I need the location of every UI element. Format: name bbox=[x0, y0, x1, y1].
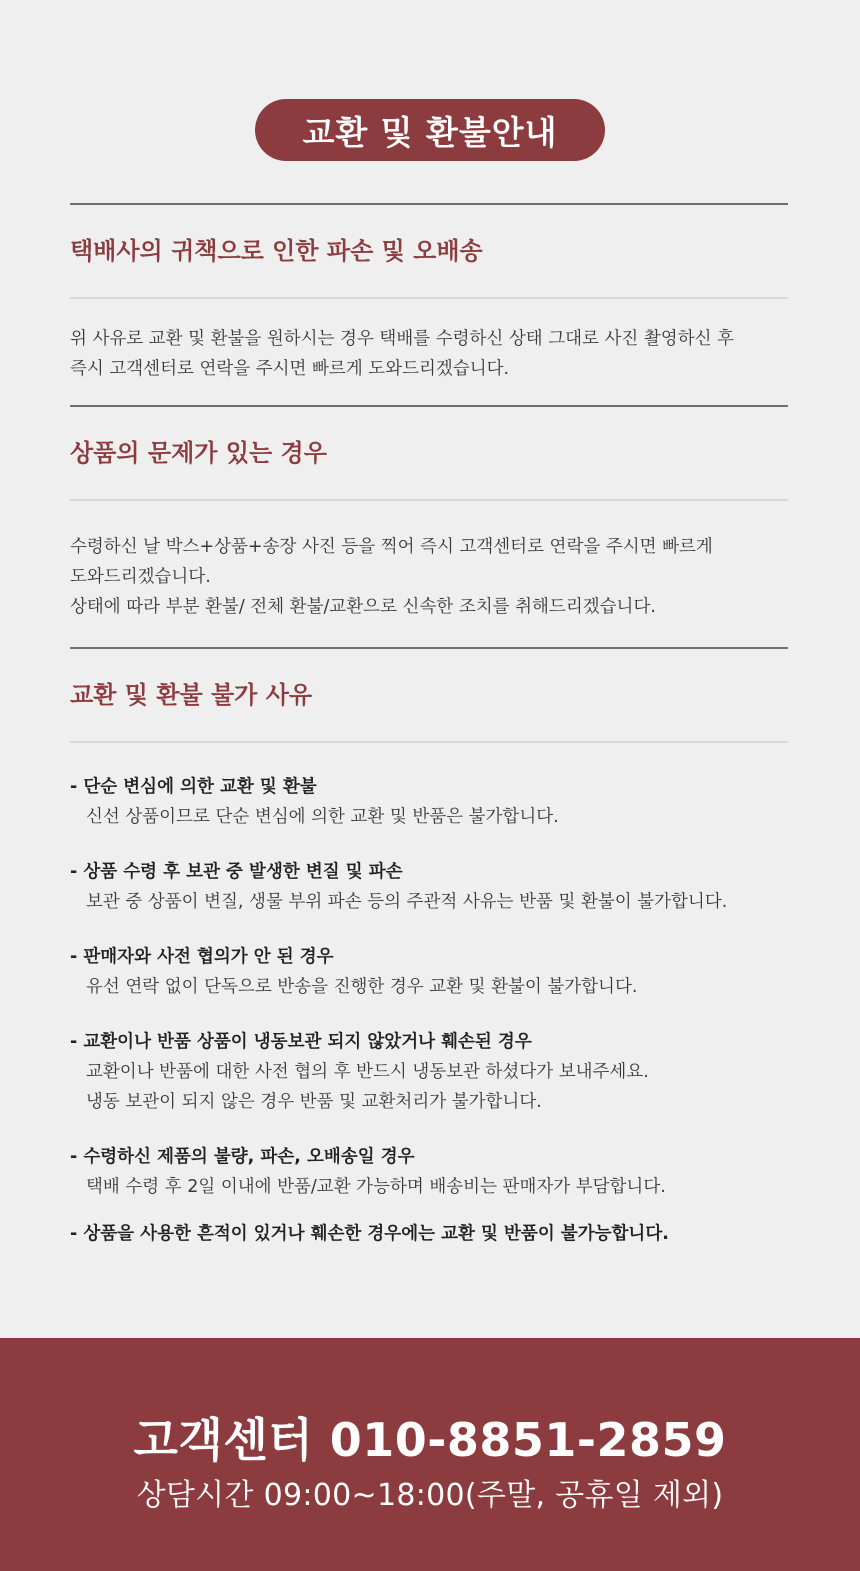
reason-detail: 보관 중 상품이 변질, 생물 부위 파손 등의 주관적 사유는 반품 및 환불이 불가합니다. bbox=[86, 892, 728, 912]
body-line: 상태에 따라 부분 환불/ 전체 환불/교환으로 신속한 조치를 취해드리겠습니다. bbox=[70, 597, 656, 617]
section-heading-courier-damage: 택배사의 귀책으로 인한 파손 및 오배송 bbox=[70, 237, 483, 265]
reason-item bbox=[70, 942, 788, 1002]
reason-heading: - 수령하신 제품의 불량, 파손, 오배송일 경우 bbox=[70, 1147, 415, 1167]
reason-heading: - 상품 수령 후 보관 중 발생한 변질 및 파손 bbox=[70, 862, 403, 882]
body-line: 도와드리겠습니다. bbox=[70, 567, 211, 587]
section-heading-non-refundable: 교환 및 환불 불가 사유 bbox=[70, 681, 313, 709]
reason-heading: - 교환이나 반품 상품이 냉동보관 되지 않았거나 훼손된 경우 bbox=[70, 1032, 532, 1052]
reason-detail: 유선 연락 없이 단독으로 반송을 진행한 경우 교환 및 환불이 불가합니다. bbox=[86, 977, 638, 997]
body-line: 위 사유로 교환 및 환불을 원하시는 경우 택배를 수령하신 상태 그대로 사진 촬영하신 후 bbox=[70, 329, 734, 349]
reason-item bbox=[70, 1219, 788, 1249]
body-line: 즉시 고객센터로 연락을 주시면 빠르게 도와드리겠습니다. bbox=[70, 359, 510, 379]
customer-center-phone: 고객센터 010-8851-2859 bbox=[133, 1413, 727, 1467]
reason-item bbox=[70, 1142, 788, 1202]
reason-detail: 냉동 보관이 되지 않은 경우 반품 및 교환처리가 불가합니다. bbox=[86, 1092, 542, 1112]
page-title: 교환 및 환불안내 bbox=[255, 99, 605, 161]
reason-heading: - 판매자와 사전 협의가 안 된 경우 bbox=[70, 947, 334, 967]
reason-detail: 신선 상품이므로 단순 변심에 의한 교환 및 반품은 불가합니다. bbox=[86, 807, 559, 827]
reason-heading: - 상품을 사용한 흔적이 있거나 훼손한 경우에는 교환 및 반품이 불가능합니다. bbox=[70, 1224, 669, 1244]
reason-detail: 교환이나 반품에 대한 사전 협의 후 반드시 냉동보관 하셨다가 보내주세요. bbox=[86, 1062, 649, 1082]
reason-item bbox=[70, 857, 788, 917]
non-refundable-reasons-list bbox=[70, 743, 788, 1249]
body-line: 수령하신 날 박스+상품+송장 사진 등을 찍어 즉시 고객센터로 연락을 주시면 빠르게 bbox=[70, 537, 713, 557]
section-body-product-issue bbox=[70, 501, 788, 647]
reason-heading: - 단순 변심에 의한 교환 및 환불 bbox=[70, 777, 317, 797]
info-content bbox=[70, 203, 788, 1249]
consultation-hours: 상담시간 09:00~18:00(주말, 공휴일 제외) bbox=[136, 1478, 724, 1513]
customer-center-footer bbox=[0, 1338, 860, 1571]
section-body-courier-damage bbox=[70, 299, 788, 405]
reason-detail: 택배 수령 후 2일 이내에 반품/교환 가능하며 배송비는 판매자가 부담합니다. bbox=[86, 1177, 666, 1197]
reason-item bbox=[70, 772, 788, 832]
reason-item bbox=[70, 1027, 788, 1117]
section-heading-product-issue: 상품의 문제가 있는 경우 bbox=[70, 439, 327, 467]
